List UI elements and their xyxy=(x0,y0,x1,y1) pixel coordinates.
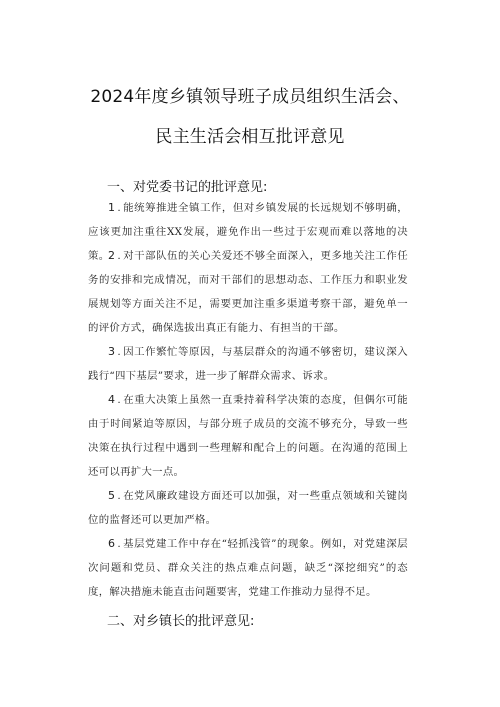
item-number: 4 xyxy=(108,393,116,406)
item-number: 5 xyxy=(108,489,116,502)
item-text: 在重大决策上虽然一直秉持着科学决策的态度，但偶尔可能由于时间紧迫等原因，与部分班子成员的交流不够充分，导致一些决策在执行过程中遇到一些理解和配合上的问题。在沟通的范围上还可以再扩大一点。 xyxy=(88,394,408,478)
item-number: 2 xyxy=(108,249,116,262)
critique-paragraph-2: 2 . 对干部队伍的关心关爱还不够全面深入，更多地关注工作任务的安排和完成情况，而对干部们的思想动态、工作压力和职业发展规划等方面关注不足，需要更加注重多渠道考察干部，避免单一的评价方式，确保选拔出真正有能力、有担当的干部。 xyxy=(88,249,408,334)
critique-paragraph-4: 4 . 在重大决策上虽然一直秉持着科学决策的态度，但偶尔可能由于时间紧迫等原因，与部分班子成员的交流不够充分，导致一些决策在执行过程中遇到一些理解和配合上的问题。在沟通的范围上还可以再扩大一点。 xyxy=(88,393,408,478)
critique-paragraph-5: 5 . 在党风廉政建设方面还可以加强，对一些重点领域和关键岗位的监督还可以更加严格。 xyxy=(88,489,408,526)
item-number: 1 xyxy=(108,201,116,214)
section-heading-township-head: 二、对乡镇长的批评意见: xyxy=(107,614,255,629)
item-text: 在党风廉政建设方面还可以加强，对一些重点领域和关键岗位的监督还可以更加严格。 xyxy=(88,490,408,526)
critique-paragraph-3: 3 . 因工作繁忙等原因，与基层群众的沟通不够密切，建议深入践行“四下基层”要求，进一步了解群众需求、诉求。 xyxy=(88,345,408,382)
item-text: 对干部队伍的关心关爱还不够全面深入，更多地关注工作任务的安排和完成情况，而对干部们的思想动态、工作压力和职业发展规划等方面关注不足，需要更加注重多渠道考察干部，避免单一的评价方式，确保选拔出真正有能力、有担当的干部。 xyxy=(88,250,408,334)
critique-paragraph-1: 1 . 能统筹推进全镇工作，但对乡镇发展的长远规划不够明确，应该更加注重往XX发展，避免作出一些过于宏观而难以落地的决策。 xyxy=(88,201,408,262)
item-number: 3 xyxy=(108,345,116,358)
item-text: 基层党建工作中存在“轻抓浅管”的现象。例如，对党建深层次问题和党员、群众关注的热点难点问题，缺乏“深挖细究”的态度，解决措施未能直击问题要害，党建工作推动力显得不足。 xyxy=(88,538,408,598)
item-text: 因工作繁忙等原因，与基层群众的沟通不够密切，建议深入践行“四下基层”要求，进一步了解群众需求、诉求。 xyxy=(88,346,408,382)
item-number: 6 xyxy=(108,537,116,550)
section-heading-party-secretary: 一、对党委书记的批评意见: xyxy=(107,180,268,195)
document-title-line-2: 民主生活会相互批评意见 xyxy=(155,127,345,147)
item-text: 能统筹推进全镇工作，但对乡镇发展的长远规划不够明确，应该更加注重往XX发展，避免作出一些过于宏观而难以落地的决策。 xyxy=(88,202,408,262)
document-title-line-1: 2024年度乡镇领导班子成员组织生活会、 xyxy=(90,87,410,107)
critique-paragraph-6: 6 . 基层党建工作中存在“轻抓浅管”的现象。例如，对党建深层次问题和党员、群众关注的热点难点问题，缺乏“深挖细究”的态度，解决措施未能直击问题要害，党建工作推动力显得不足。 xyxy=(88,537,408,598)
